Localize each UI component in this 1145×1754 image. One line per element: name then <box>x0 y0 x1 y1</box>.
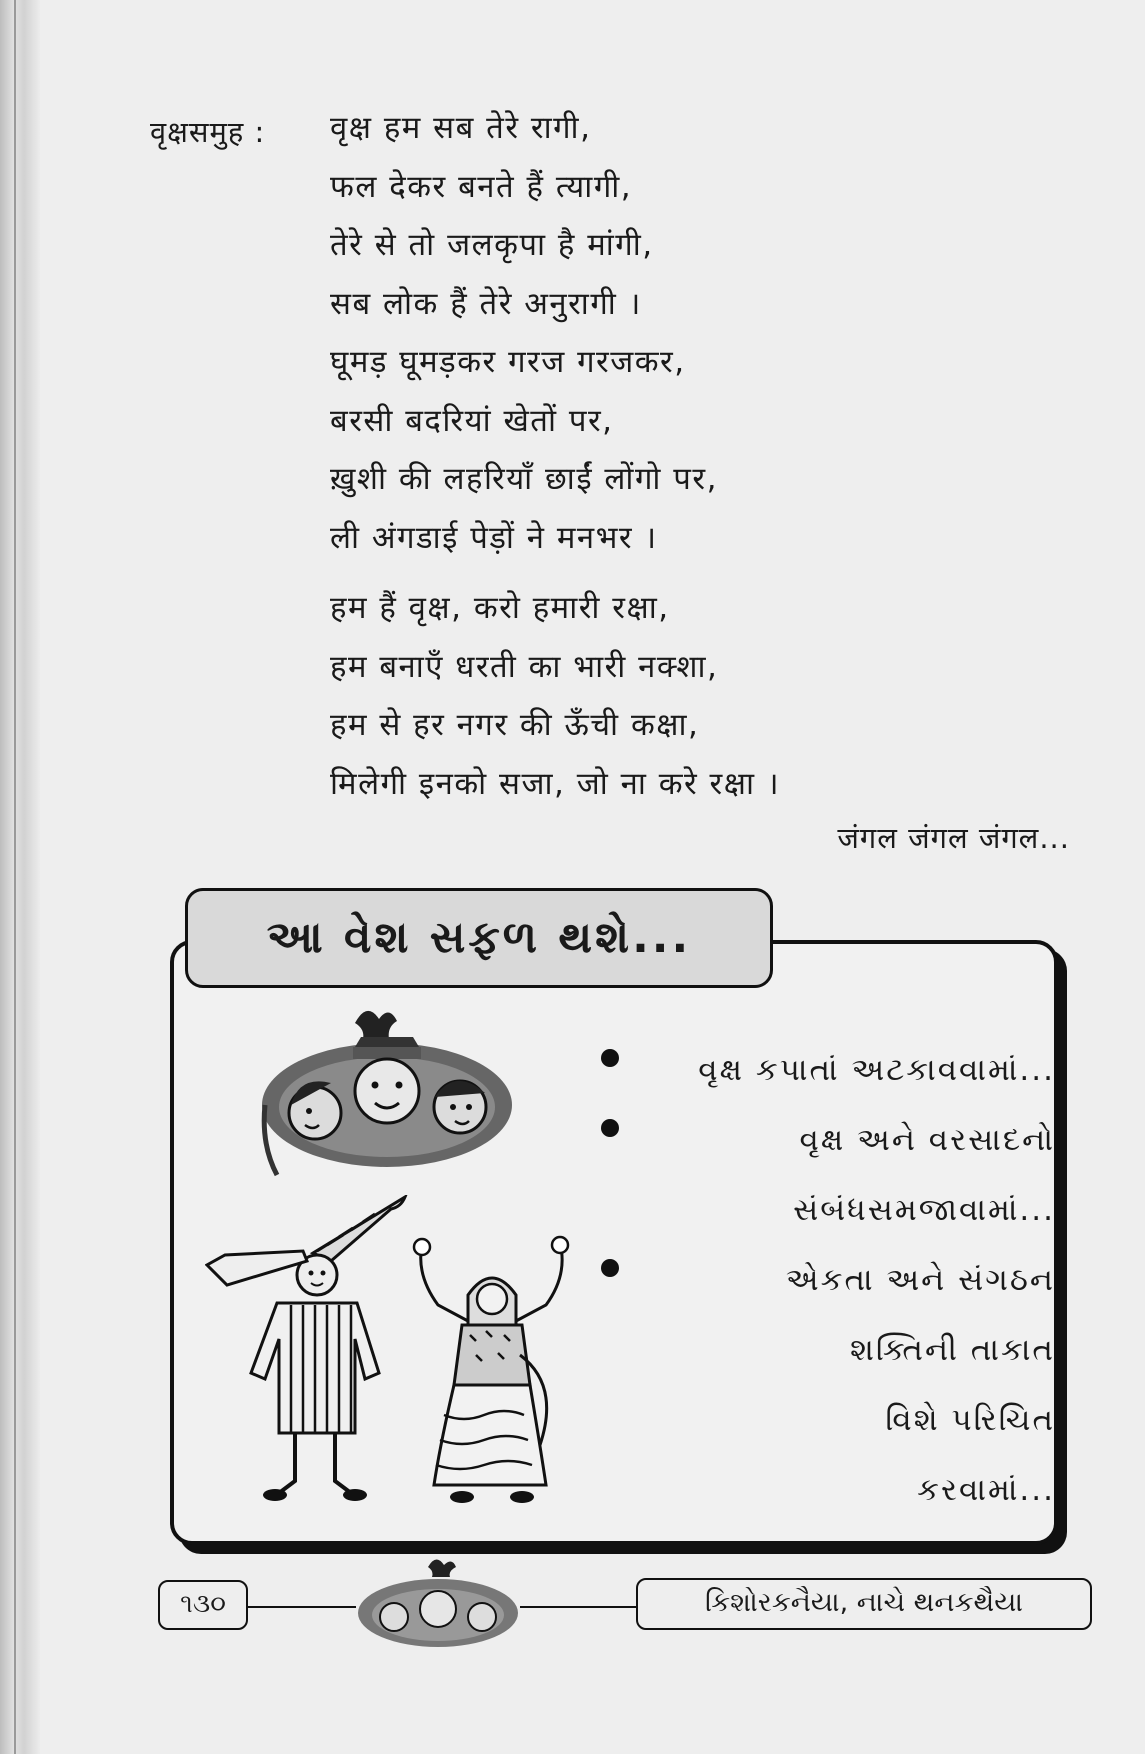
poem-line: मिलेगी इनको सजा, जो ना करे रक्षा । <box>330 765 781 802</box>
poem-line: सब लोक हैं तेरे अनुरागी । <box>330 285 642 322</box>
bullet-dot-icon <box>601 1119 619 1137</box>
page-number: ૧૩૦ <box>158 1580 248 1630</box>
dancing-girl-illustration <box>410 1235 575 1510</box>
bullet-line: વૃક્ષ અને વરસાદનો <box>799 1122 1055 1158</box>
poem-stanza-2 <box>330 588 780 822</box>
bullet-item <box>595 1105 1055 1245</box>
bullet-line: સંબંધસમજાવામાં... <box>793 1192 1055 1228</box>
bullet-line: એકતા અને સંગઠન <box>785 1262 1055 1298</box>
info-bullet-list <box>595 1035 1055 1525</box>
poem-line: बरसी बदरियां खेतों पर, <box>330 402 614 439</box>
poem-line: ली अंगडाई पेड़ों ने मनभर । <box>330 519 658 556</box>
bullet-line: વિશે પરિચિત <box>885 1402 1055 1438</box>
poem-line: हम बनाएँ धरती का भारी नक्शा, <box>330 648 719 685</box>
bullet-line: કરવામાં... <box>917 1472 1055 1508</box>
poem-stanza-1 <box>330 108 780 576</box>
book-binding-edge <box>0 0 40 1754</box>
poem-speaker-label: वृक्षसमुह : <box>150 115 266 149</box>
info-box-title: આ વેશ સફળ થશે... <box>185 888 773 988</box>
bullet-dot-icon <box>601 1259 619 1277</box>
bullet-line: વૃક્ષ કપાતાં અટકાવવામાં... <box>698 1052 1055 1088</box>
bullet-item <box>595 1245 1055 1525</box>
footer-divider <box>248 1606 356 1608</box>
poem-line: हम से हर नगर की ऊँची कक्षा, <box>330 707 700 743</box>
bullet-dot-icon <box>601 1049 619 1067</box>
footer-faces-emblem-icon <box>352 1555 524 1655</box>
poem-line: ख़ुशी की लहरियाँ छाईं लोंगो पर, <box>330 461 718 497</box>
bullet-item <box>595 1035 1055 1105</box>
footer-divider <box>520 1606 636 1608</box>
series-title: કિશોરકનૈયા, નાચે થનકથૈયા <box>636 1578 1092 1630</box>
poem-refrain: जंगल जंगल जंगल... <box>837 821 1070 855</box>
boy-with-trumpet-illustration <box>205 1195 420 1505</box>
poem-line: वृक्ष हम सब तेरे रागी, <box>330 110 592 146</box>
poem-line: तेरे से तो जलकृपा है मांगी, <box>330 227 654 263</box>
poem-line: हम हैं वृक्ष, करो हमारी रक्षा, <box>330 590 670 626</box>
children-faces-illustration <box>255 995 520 1180</box>
poem-text <box>330 108 780 822</box>
bullet-line: શક્તિની તાકાત <box>850 1332 1055 1368</box>
poem-line: फल देकर बनते हैं त्यागी, <box>330 168 633 205</box>
poem-line: घूमड़ घूमड़कर गरज गरजकर, <box>330 344 686 380</box>
